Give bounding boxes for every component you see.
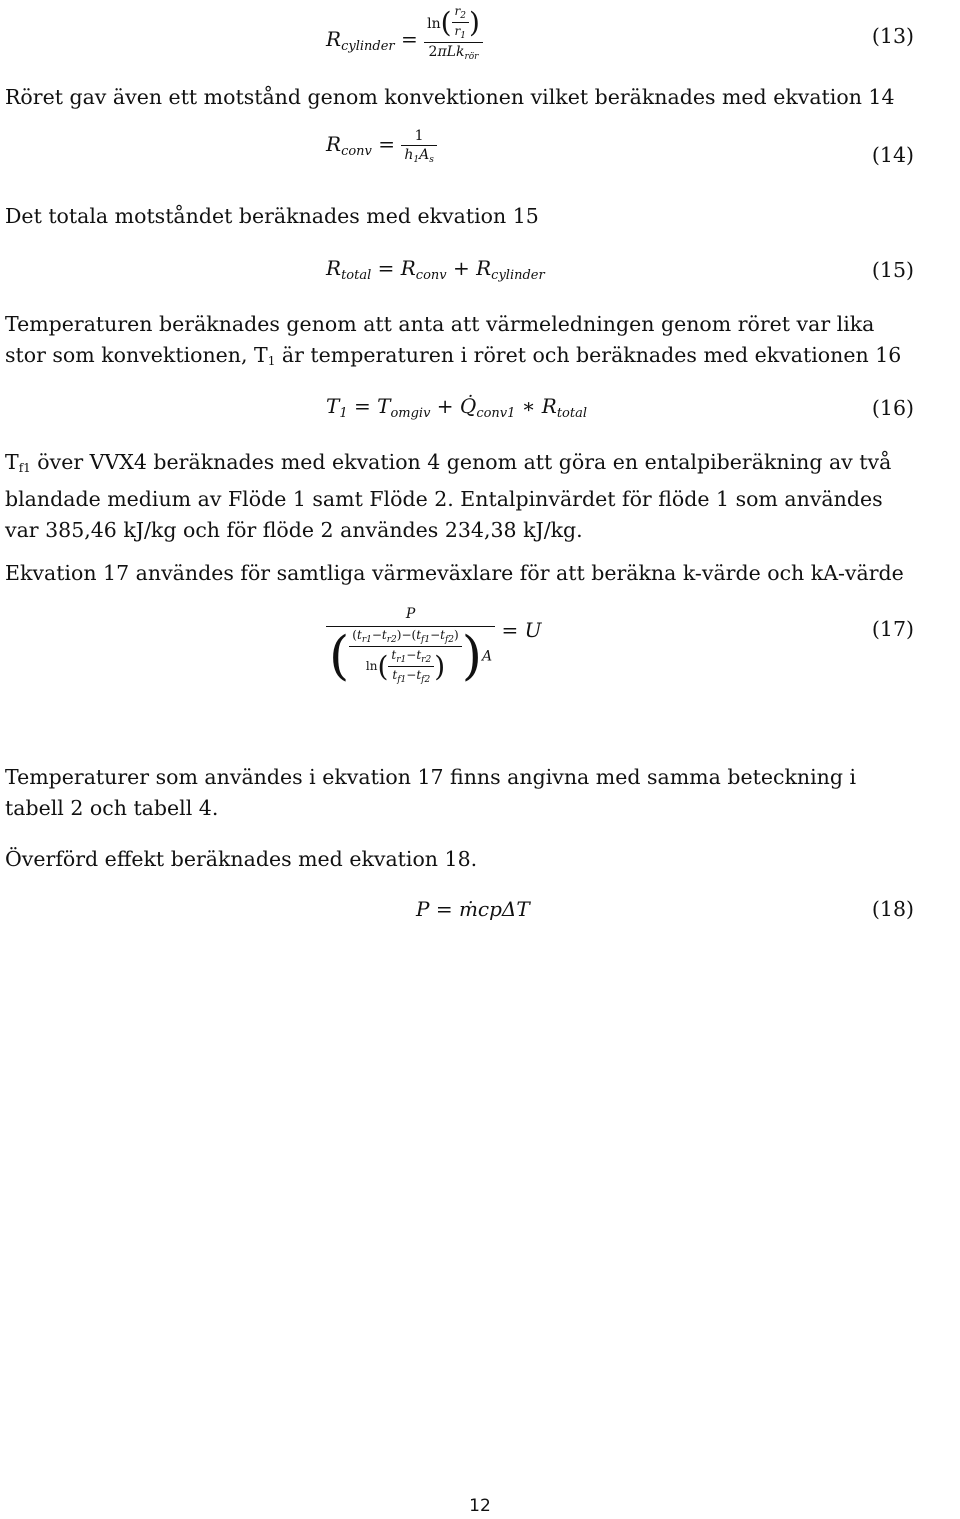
equation-14-number: (14) [871, 143, 914, 167]
equation-15: $R_{total} = R_{conv} + R_{cylinder}$ [326, 256, 545, 283]
equation-13: $R_{cylinder}$ = ln( $\frac{r_2}{r_1}$ ) 2πLk$_{rör}$ [326, 4, 483, 62]
paragraph-tf1-subscript: f1 [18, 461, 31, 475]
paragraph-equation-17-intro: Ekvation 17 användes för samtliga värmeväxlare för att beräkna k-värde och kA-värde [5, 561, 904, 585]
equation-18-number: (18) [871, 897, 914, 921]
equation-16: $T_1 = T_{omgiv}$ + $Q̇_{conv1}$ ∗ $R_{total}$ [326, 394, 587, 421]
paragraph-temperature-part-a: Temperaturen beräknades genom att anta att värmeledningen genom röret var lika stor som konvektionen, T [5, 312, 875, 367]
paragraph-power-intro: Överförd effekt beräknades med ekvation 18. [5, 847, 478, 871]
equation-17-number: (17) [871, 617, 914, 641]
paragraph-tf1-part-a: T [5, 450, 19, 474]
equation-15-number: (15) [871, 258, 914, 282]
paragraph-temperature-part-b: är temperaturen i röret och beräknades med ekvationen 16 [275, 343, 902, 367]
paragraph-tf1-part-b: över VVX4 beräknades med ekvation 4 genom att göra en entalpiberäkning av två blandade medium av Flöde 1 samt Flöde 2. Entalpinvärdet för flöde 1 som användes var 385,46 kJ/kg och för flöde 2 användes 234,38 kJ/kg. [5, 450, 892, 542]
paragraph-tf1 [5, 447, 920, 546]
paragraph-temperatures-note: Temperaturer som användes i ekvation 17 finns angivna med samma beteckning i tabell 2 och tabell 4. [5, 765, 857, 820]
page-number: 12 [469, 1496, 491, 1516]
equation-17: P ( $(t_{r1}-t_{r2})-(t_{f1}-t_{f2})$ ln( $\frac{t_{r1}-t_{r2}}{t_{f1}-t_{f2}}$ ) )A = U [326, 606, 541, 685]
equation-18: P = ṁcpΔT [416, 897, 530, 921]
paragraph-temperature-subscript: 1 [267, 354, 276, 368]
paragraph-convection-resistance: Röret gav även ett motstånd genom konvektionen vilket beräknades med ekvation 14 [5, 85, 895, 109]
paragraph-temperature [5, 309, 920, 377]
equation-14: $R_{conv}$ = $\frac{1}{h_1A_s}$ [326, 128, 437, 165]
equation-16-number: (16) [871, 396, 914, 420]
paragraph-total-resistance: Det totala motståndet beräknades med ekvation 15 [5, 204, 539, 228]
equation-13-number: (13) [871, 24, 914, 48]
